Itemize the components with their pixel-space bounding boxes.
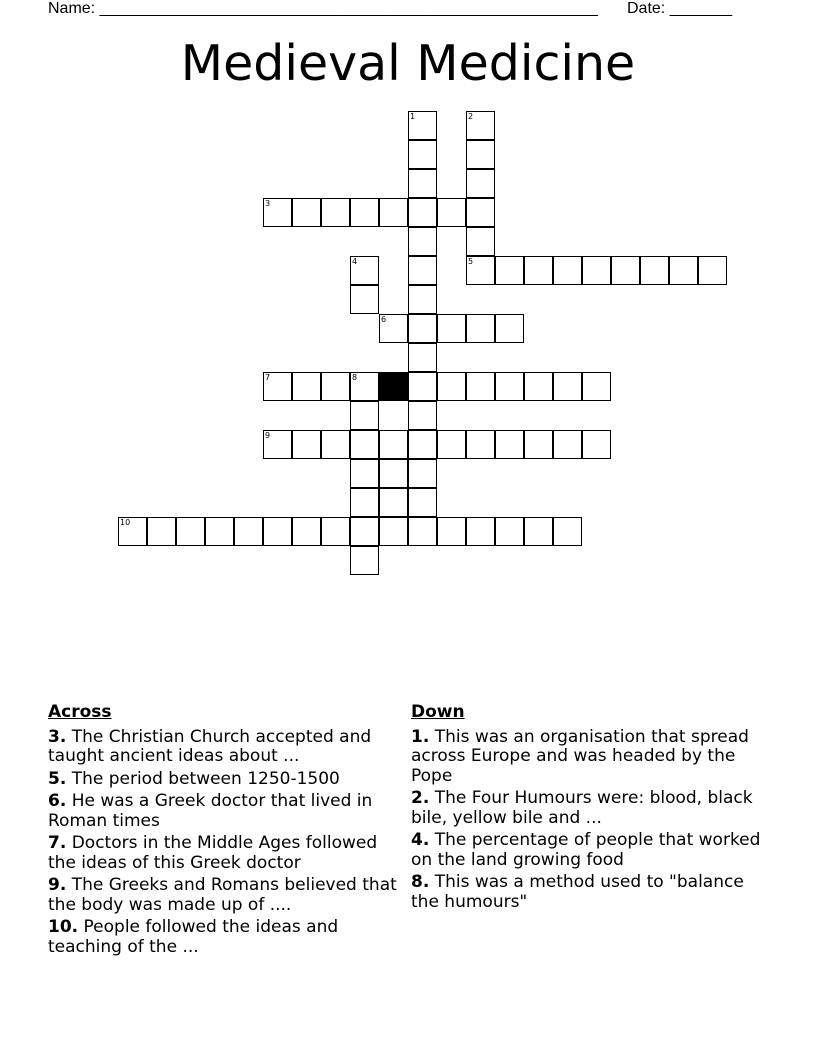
clue-item-number: 10. bbox=[48, 917, 79, 937]
grid-cell[interactable] bbox=[437, 198, 466, 227]
clue-item-number: 7. bbox=[48, 833, 67, 853]
clue-item bbox=[48, 918, 403, 957]
grid-cell[interactable] bbox=[466, 517, 495, 546]
grid-cell[interactable] bbox=[350, 285, 379, 314]
clue-number: 1 bbox=[410, 112, 416, 121]
grid-cell[interactable] bbox=[408, 111, 437, 140]
clue-item-text: The percentage of people that worked on the land growing food bbox=[411, 830, 761, 870]
grid-cell[interactable] bbox=[495, 517, 524, 546]
grid-cell[interactable] bbox=[611, 256, 640, 285]
grid-cell[interactable] bbox=[408, 227, 437, 256]
grid-cell[interactable] bbox=[408, 256, 437, 285]
grid-cell[interactable] bbox=[350, 401, 379, 430]
clue-item bbox=[48, 792, 403, 831]
clue-item bbox=[48, 876, 403, 915]
grid-cell[interactable] bbox=[698, 256, 727, 285]
grid-cell[interactable] bbox=[408, 314, 437, 343]
grid-cell[interactable] bbox=[466, 140, 495, 169]
grid-cell[interactable] bbox=[495, 372, 524, 401]
clue-number: 4 bbox=[352, 257, 358, 266]
clue-item-number: 1. bbox=[411, 726, 430, 747]
clue-number: 10 bbox=[120, 518, 131, 527]
grid-cell[interactable] bbox=[408, 430, 437, 459]
grid-cell[interactable] bbox=[350, 256, 379, 285]
grid-cell[interactable] bbox=[582, 430, 611, 459]
grid-cell[interactable] bbox=[321, 372, 350, 401]
grid-cell[interactable] bbox=[408, 343, 437, 372]
grid-cell[interactable] bbox=[350, 430, 379, 459]
clue-item bbox=[411, 728, 761, 787]
grid-cell[interactable] bbox=[495, 430, 524, 459]
grid-cell[interactable] bbox=[495, 256, 524, 285]
grid-cell[interactable] bbox=[553, 430, 582, 459]
grid-cell[interactable] bbox=[466, 372, 495, 401]
date-field[interactable]: Date: _______ bbox=[627, 0, 732, 17]
down-clues bbox=[411, 703, 761, 915]
clue-item-number: 5. bbox=[48, 768, 67, 789]
grid-cell[interactable] bbox=[263, 430, 292, 459]
clue-item-text: Doctors in the Middle Ages followed the ideas of this Greek doctor bbox=[48, 833, 378, 873]
clue-number: 2 bbox=[468, 112, 474, 121]
grid-cell[interactable] bbox=[582, 372, 611, 401]
clue-number: 9 bbox=[265, 431, 271, 440]
grid-cell[interactable] bbox=[292, 198, 321, 227]
grid-cell[interactable] bbox=[350, 488, 379, 517]
clue-item-number: 8. bbox=[411, 872, 430, 892]
grid-cell[interactable] bbox=[263, 517, 292, 546]
grid-cell[interactable] bbox=[524, 372, 553, 401]
clue-item bbox=[411, 831, 761, 870]
down-clue-list bbox=[411, 728, 761, 913]
clue-number: 3 bbox=[265, 199, 271, 208]
grid-cell[interactable] bbox=[350, 372, 379, 401]
grid-cell[interactable] bbox=[582, 256, 611, 285]
grid-cell[interactable] bbox=[321, 198, 350, 227]
grid-cell[interactable] bbox=[408, 488, 437, 517]
grid-cell[interactable] bbox=[263, 198, 292, 227]
grid-cell[interactable] bbox=[408, 285, 437, 314]
clue-item-text: The period between 1250-1500 bbox=[71, 768, 340, 789]
clue-item-text: This was an organisation that spread across Europe and was headed by the Pope bbox=[411, 726, 749, 786]
grid-cell[interactable] bbox=[408, 372, 437, 401]
name-field[interactable]: Name: ________________________________________________________ bbox=[48, 0, 598, 17]
grid-cell[interactable] bbox=[640, 256, 669, 285]
clue-item-number: 9. bbox=[48, 875, 67, 895]
across-heading: Across bbox=[48, 702, 112, 722]
clue-item-text: The Greeks and Romans believed that the body was made up of .... bbox=[48, 875, 397, 915]
grid-cell[interactable] bbox=[118, 517, 147, 546]
grid-cell[interactable] bbox=[263, 372, 292, 401]
grid-cell[interactable] bbox=[466, 227, 495, 256]
grid-cell[interactable] bbox=[350, 546, 379, 575]
grid-cell[interactable] bbox=[379, 430, 408, 459]
grid-cell[interactable] bbox=[379, 198, 408, 227]
across-clues bbox=[48, 703, 403, 960]
grid-cell[interactable] bbox=[408, 517, 437, 546]
clue-item-number: 4. bbox=[411, 830, 430, 850]
clue-item-number: 3. bbox=[48, 726, 67, 747]
down-heading: Down bbox=[411, 702, 465, 722]
clue-number: 5 bbox=[468, 257, 474, 266]
grid-cell[interactable] bbox=[437, 372, 466, 401]
page-title: Medieval Medicine bbox=[180, 35, 636, 92]
grid-cell[interactable] bbox=[350, 517, 379, 546]
grid-cell[interactable] bbox=[524, 517, 553, 546]
grid-cell[interactable] bbox=[466, 430, 495, 459]
grid-cell[interactable] bbox=[466, 169, 495, 198]
grid-cell[interactable] bbox=[466, 111, 495, 140]
grid-cell[interactable] bbox=[437, 517, 466, 546]
grid-cell[interactable] bbox=[292, 517, 321, 546]
grid-cell[interactable] bbox=[408, 140, 437, 169]
grid-cell[interactable] bbox=[408, 198, 437, 227]
clue-number: 6 bbox=[381, 315, 387, 324]
grid-cell[interactable] bbox=[437, 430, 466, 459]
grid-cell[interactable] bbox=[379, 517, 408, 546]
grid-cell[interactable] bbox=[292, 372, 321, 401]
grid-cell[interactable] bbox=[553, 256, 582, 285]
clue-item-number: 2. bbox=[411, 788, 430, 808]
grid-cell[interactable] bbox=[466, 314, 495, 343]
grid-cell[interactable] bbox=[466, 198, 495, 227]
grid-cell[interactable] bbox=[379, 488, 408, 517]
grid-cell[interactable] bbox=[466, 256, 495, 285]
grid-cell[interactable] bbox=[408, 169, 437, 198]
grid-cell[interactable] bbox=[350, 459, 379, 488]
grid-cell[interactable] bbox=[524, 256, 553, 285]
grid-cell[interactable] bbox=[408, 459, 437, 488]
grid-cell[interactable] bbox=[176, 517, 205, 546]
black-cell bbox=[379, 372, 408, 401]
grid-cell[interactable] bbox=[379, 459, 408, 488]
grid-cell[interactable] bbox=[408, 401, 437, 430]
grid-cell[interactable] bbox=[437, 314, 466, 343]
grid-cell[interactable] bbox=[379, 314, 408, 343]
grid-cell[interactable] bbox=[292, 430, 321, 459]
clue-number: 8 bbox=[352, 373, 358, 382]
clue-item bbox=[48, 834, 403, 873]
grid-cell[interactable] bbox=[147, 517, 176, 546]
grid-cell[interactable] bbox=[553, 372, 582, 401]
clue-item-text: He was a Greek doctor that lived in Roman times bbox=[48, 791, 373, 831]
clue-item-text: The Christian Church accepted and taught ancient ideas about ... bbox=[48, 726, 372, 766]
grid-cell[interactable] bbox=[495, 314, 524, 343]
grid-cell[interactable] bbox=[524, 430, 553, 459]
grid-cell[interactable] bbox=[669, 256, 698, 285]
clue-item-text: The Four Humours were: blood, black bile, yellow bile and ... bbox=[411, 788, 753, 828]
grid-cell[interactable] bbox=[350, 198, 379, 227]
grid-cell[interactable] bbox=[234, 517, 263, 546]
clue-item-text: People followed the ideas and teaching of the ... bbox=[48, 917, 339, 957]
grid-cell[interactable] bbox=[321, 517, 350, 546]
clue-item-text: This was a method used to "balance the humours" bbox=[411, 872, 744, 912]
clue-item bbox=[48, 770, 403, 790]
clue-item bbox=[411, 789, 761, 828]
clue-item bbox=[48, 728, 403, 767]
grid-cell[interactable] bbox=[321, 430, 350, 459]
clue-item bbox=[411, 873, 761, 912]
grid-cell[interactable] bbox=[553, 517, 582, 546]
clue-number: 7 bbox=[265, 373, 271, 382]
grid-cell[interactable] bbox=[205, 517, 234, 546]
clue-item-number: 6. bbox=[48, 791, 67, 811]
across-clue-list bbox=[48, 728, 403, 958]
